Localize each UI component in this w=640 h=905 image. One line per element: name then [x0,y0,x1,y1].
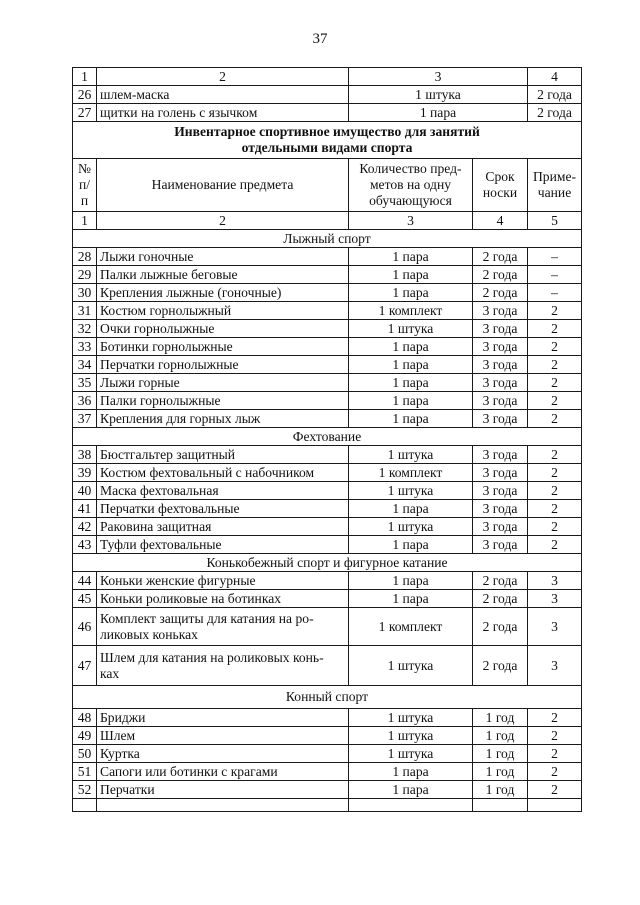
item-quantity: 1 штука [349,320,473,338]
item-name: Перчатки фехтовальные [97,500,349,518]
item-quantity: 1 пара [349,248,473,266]
section-title-line: Инвентарное спортивное имущество для занятий [174,124,480,139]
row-number: 43 [73,536,97,554]
item-name [97,608,349,646]
row-number: 49 [73,727,97,745]
item-name: Бюстгальтер защитный [97,446,349,464]
header-line: метов на одну [369,177,452,192]
item-name-line: ликовых коньках [100,626,198,642]
item-note: 2 [528,446,582,464]
item-term: 1 год [473,763,528,781]
item-note: 2 [528,338,582,356]
row-number: 36 [73,392,97,410]
header-line: № [78,161,91,176]
empty-cell [97,799,349,812]
table-row [73,86,582,104]
item-quantity: 1 пара [349,781,473,799]
row-number: 28 [73,248,97,266]
empty-cell [473,799,528,812]
item-quantity: 1 штука [349,727,473,745]
item-note: 3 [528,590,582,608]
header-quantity [349,159,473,212]
section-title [73,122,582,159]
table-row [73,464,582,482]
item-name-line: ках [100,665,120,681]
item-name: Коньки роликовые на ботинках [97,590,349,608]
column-number: 4 [473,212,528,230]
item-name-line: Комплект защиты для катания на ро- [100,610,314,626]
item-term: 1 год [473,709,528,727]
item-term: 3 года [473,464,528,482]
group-title: Конькобежный спорт и фигурное катание [73,554,582,572]
row-number: 29 [73,266,97,284]
row-number: 46 [73,608,97,646]
row-number: 42 [73,518,97,536]
item-quantity: 1 пара [349,500,473,518]
item-quantity: 1 комплект [349,302,473,320]
row-number: 45 [73,590,97,608]
column-number: 2 [97,212,349,230]
header-line: обучающуюся [369,193,452,208]
equipment-table [72,67,582,812]
table-bottom-row [73,799,582,812]
item-name: Раковина защитная [97,518,349,536]
table-row [73,320,582,338]
upper-header-cell: 1 [73,68,97,86]
item-quantity: 1 пара [349,763,473,781]
table-row [73,446,582,464]
table-row [73,536,582,554]
item-term: 3 года [473,356,528,374]
item-term: 1 год [473,781,528,799]
item-quantity: 1 штука [349,745,473,763]
item-term: 2 года [528,86,582,104]
item-name: Куртка [97,745,349,763]
item-name: Сапоги или ботинки с крагами [97,763,349,781]
table-row [73,646,582,686]
item-quantity: 1 комплект [349,464,473,482]
table-row [73,572,582,590]
upper-header-cell: 3 [349,68,528,86]
item-quantity: 1 пара [349,572,473,590]
item-term: 3 года [473,500,528,518]
item-note: 2 [528,518,582,536]
item-term: 3 года [473,338,528,356]
table-row [73,590,582,608]
item-quantity: 1 штука [349,86,528,104]
row-number: 41 [73,500,97,518]
item-term: 2 года [473,608,528,646]
item-quantity: 1 штука [349,446,473,464]
group-title: Фехтование [73,428,582,446]
item-quantity: 1 пара [349,392,473,410]
item-name: шлем-маска [97,86,349,104]
item-note: 2 [528,374,582,392]
table-row [73,518,582,536]
item-note: 2 [528,727,582,745]
item-term: 3 года [473,482,528,500]
item-name: Очки горнолыжные [97,320,349,338]
item-quantity: 1 штука [349,646,473,686]
column-number: 3 [349,212,473,230]
item-note: 3 [528,646,582,686]
table-row [73,745,582,763]
header-line: носки [482,185,518,200]
row-number: 30 [73,284,97,302]
row-number: 39 [73,464,97,482]
section-title-row [73,122,582,159]
item-note: – [528,284,582,302]
row-number: 26 [73,86,97,104]
item-quantity: 1 штука [349,518,473,536]
item-quantity: 1 пара [349,374,473,392]
item-note: – [528,266,582,284]
header-line: Приме- [532,169,577,184]
item-quantity: 1 штука [349,482,473,500]
row-number: 44 [73,572,97,590]
table-row [73,374,582,392]
item-quantity: 1 комплект [349,608,473,646]
table-row [73,482,582,500]
item-quantity: 1 пара [349,536,473,554]
table-row [73,104,582,122]
item-note: 2 [528,745,582,763]
table-row [73,500,582,518]
item-name: Костюм фехтовальный с набочником [97,464,349,482]
upper-header-row [73,68,582,86]
item-quantity: 1 пара [349,338,473,356]
item-name: Маска фехтовальная [97,482,349,500]
item-quantity: 1 пара [349,356,473,374]
item-term: 2 года [473,248,528,266]
empty-cell [349,799,473,812]
page-number: 37 [312,31,328,47]
row-number: 52 [73,781,97,799]
item-name: Лыжи гоночные [97,248,349,266]
item-quantity: 1 пара [349,284,473,302]
item-name: Коньки женские фигурные [97,572,349,590]
item-term: 3 года [473,518,528,536]
table-row [73,302,582,320]
group-title-row [73,428,582,446]
row-number: 38 [73,446,97,464]
item-name: Перчатки [97,781,349,799]
row-number: 35 [73,374,97,392]
item-name: Палки горнолыжные [97,392,349,410]
item-term: 2 года [473,590,528,608]
table-row [73,248,582,266]
section-title-line: отдельными видами спорта [241,140,413,155]
table-row [73,727,582,745]
row-number: 37 [73,410,97,428]
row-number: 50 [73,745,97,763]
item-name: щитки на голень с язычком [97,104,349,122]
group-title-row [73,554,582,572]
column-number-row [73,212,582,230]
row-number: 34 [73,356,97,374]
item-term: 3 года [473,410,528,428]
item-note: – [528,248,582,266]
header-line: п/п [78,177,91,208]
item-note: 3 [528,608,582,646]
header-line: чание [537,185,572,200]
item-note: 2 [528,781,582,799]
column-number: 1 [73,212,97,230]
row-number: 31 [73,302,97,320]
item-note: 2 [528,356,582,374]
item-name: Лыжи горные [97,374,349,392]
upper-header-cell: 2 [97,68,349,86]
item-term: 1 год [473,727,528,745]
table-row [73,338,582,356]
table-row [73,284,582,302]
item-term: 2 года [473,284,528,302]
item-name: Крепления лыжные (гоночные) [97,284,349,302]
item-term: 3 года [473,320,528,338]
item-note: 2 [528,763,582,781]
item-term: 3 года [473,374,528,392]
empty-cell [528,799,582,812]
group-title: Лыжный спорт [73,230,582,248]
header-line: Срок [485,169,515,184]
group-title-row [73,686,582,709]
item-term: 2 года [473,266,528,284]
table-row [73,608,582,646]
column-header-row [73,159,582,212]
header-name: Наименование предмета [97,159,349,212]
item-note: 2 [528,464,582,482]
header-note [528,159,582,212]
header-number [73,159,97,212]
item-note: 2 [528,320,582,338]
item-name [97,646,349,686]
row-number: 32 [73,320,97,338]
item-note: 2 [528,482,582,500]
upper-header-cell: 4 [528,68,582,86]
item-quantity: 1 штука [349,709,473,727]
item-term: 3 года [473,392,528,410]
item-quantity: 1 пара [349,266,473,284]
item-note: 2 [528,392,582,410]
item-name: Шлем [97,727,349,745]
table-row [73,392,582,410]
table-row [73,763,582,781]
item-note: 2 [528,410,582,428]
item-term: 2 года [528,104,582,122]
item-term: 3 года [473,302,528,320]
table-row [73,266,582,284]
table-row [73,781,582,799]
item-note: 2 [528,536,582,554]
item-quantity: 1 пара [349,590,473,608]
item-name: Ботинки горнолыжные [97,338,349,356]
item-term: 3 года [473,446,528,464]
item-name: Палки лыжные беговые [97,266,349,284]
item-name: Крепления для горных лыж [97,410,349,428]
column-number: 5 [528,212,582,230]
item-note: 2 [528,500,582,518]
item-term: 3 года [473,536,528,554]
item-note: 2 [528,302,582,320]
row-number: 27 [73,104,97,122]
item-term: 2 года [473,646,528,686]
row-number: 47 [73,646,97,686]
header-term [473,159,528,212]
item-quantity: 1 пара [349,104,528,122]
group-title-row [73,230,582,248]
item-note: 3 [528,572,582,590]
table-row [73,356,582,374]
item-name: Бриджи [97,709,349,727]
item-name: Туфли фехтовальные [97,536,349,554]
item-name: Перчатки горнолыжные [97,356,349,374]
item-term: 2 года [473,572,528,590]
row-number: 40 [73,482,97,500]
item-quantity: 1 пара [349,410,473,428]
header-line: Количество пред- [359,161,462,176]
item-term: 1 год [473,745,528,763]
table-row [73,410,582,428]
row-number: 33 [73,338,97,356]
table-row [73,709,582,727]
group-title: Конный спорт [73,686,582,709]
row-number: 48 [73,709,97,727]
item-name-line: Шлем для катания на роликовых конь- [100,649,324,665]
row-number: 51 [73,763,97,781]
empty-cell [73,799,97,812]
item-name: Костюм горнолыжный [97,302,349,320]
item-note: 2 [528,709,582,727]
